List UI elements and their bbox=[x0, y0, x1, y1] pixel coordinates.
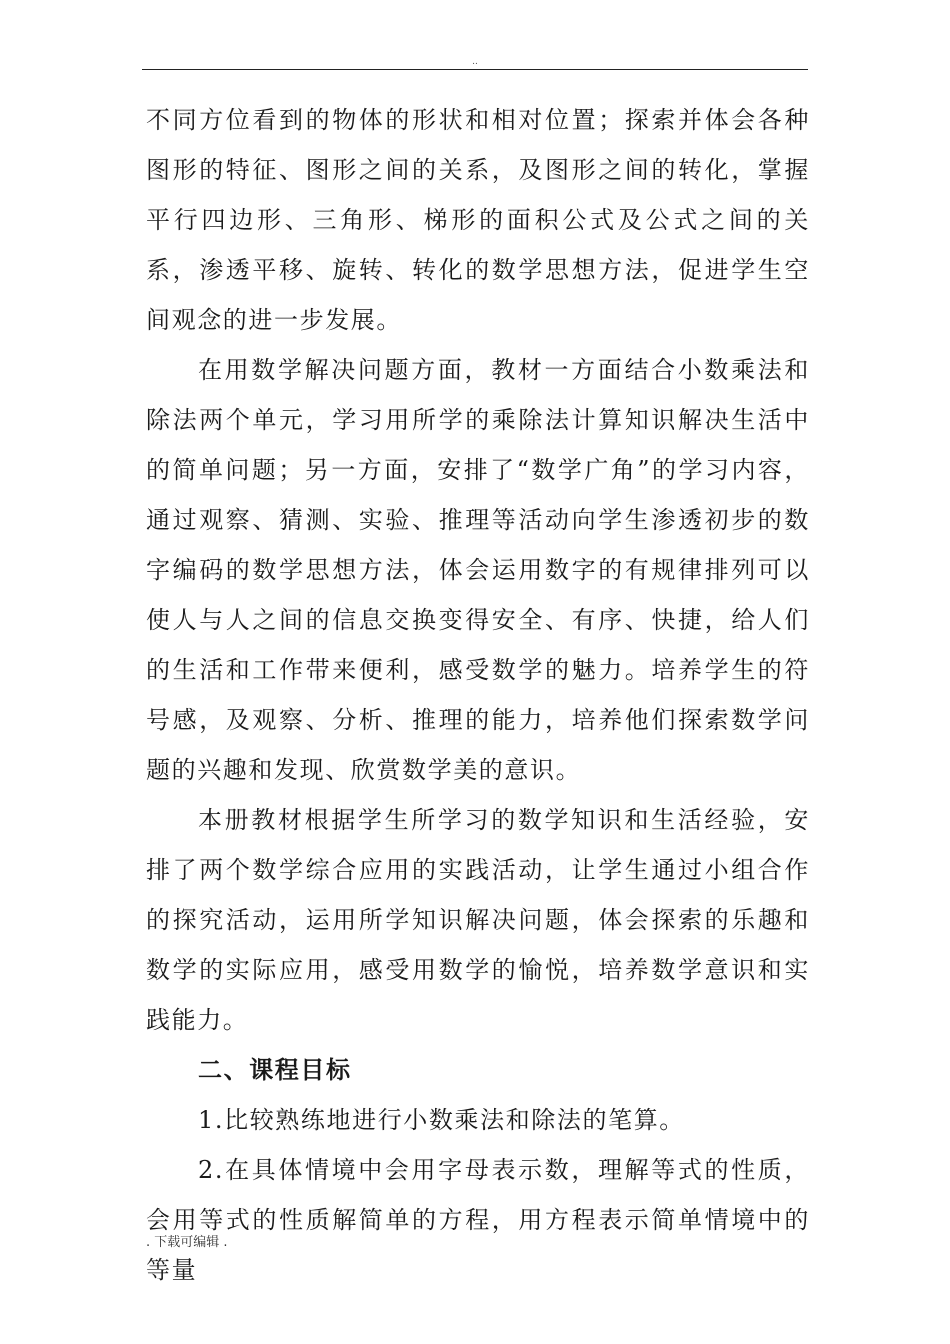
goal-item-1: 1.比较熟练地进行小数乘法和除法的笔算。 bbox=[198, 1106, 685, 1134]
paragraph-problem-solving: 在用数学解决问题方面，教材一方面结合小数乘法和除法两个单元，学习用所学的乘除法计算知识解决生活中的简单问题；另一方面，安排了“数学广角”的学习内容，通过观察、猜测、实验、推理等活动向学生渗透初步的数字编码的数学思想方法，体会运用数字的有规律排列可以使人与人之间的信息交换变得安全、有序、快捷，给人们的生活和工作带来便利，感受数学的魅力。培养学生的符号感，及观察、分析、推理的能力，培养他们探索数学问题的兴趣和发现、欣赏数学美的意识。 bbox=[146, 356, 810, 784]
document-body bbox=[146, 95, 810, 1295]
footer-note: . 下载可编辑 . bbox=[146, 1235, 228, 1250]
header-rule bbox=[142, 69, 808, 70]
section-heading: 二、课程目标 bbox=[198, 1056, 352, 1084]
paragraph-spatial: 不同方位看到的物体的形状和相对位置；探索并体会各种图形的特征、图形之间的关系，及图形之间的转化，掌握平行四边形、三角形、梯形的面积公式及公式之间的关系，渗透平移、旋转、转化的数学思想方法，促进学生空间观念的进一步发展。 bbox=[146, 106, 810, 334]
goal-item-2: 2.在具体情境中会用字母表示数，理解等式的性质，会用等式的性质解简单的方程，用方程表示简单情境中的等量 bbox=[146, 1156, 810, 1284]
paragraph-practice-activities: 本册教材根据学生所学习的数学知识和生活经验，安排了两个数学综合应用的实践活动，让学生通过小组合作的探究活动，运用所学知识解决问题，体会探索的乐趣和数学的实际应用，感受用数学的愉悦，培养数学意识和实践能力。 bbox=[146, 806, 810, 1034]
header-mark: .. bbox=[472, 57, 478, 67]
